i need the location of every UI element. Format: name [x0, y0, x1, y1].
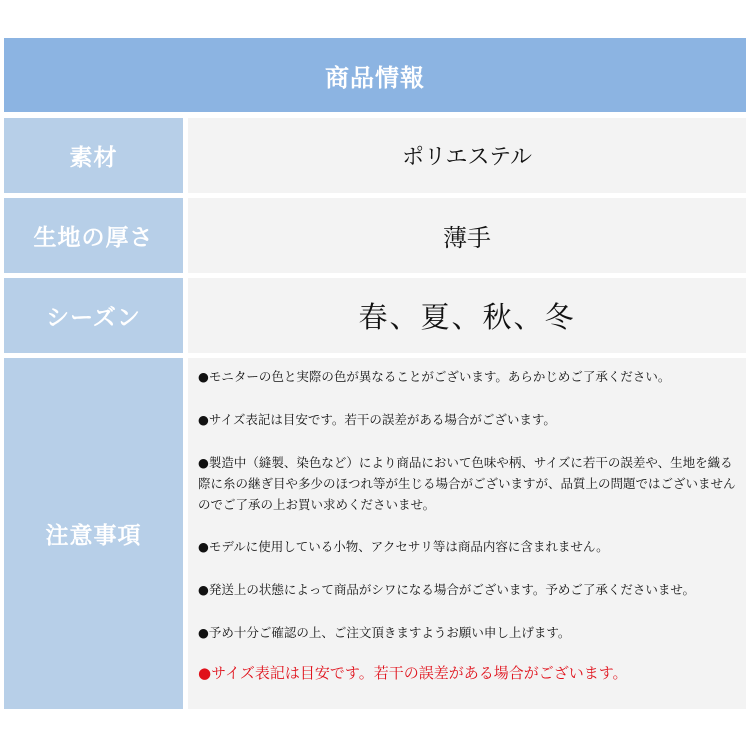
season-value: 春、夏、秋、冬 — [188, 278, 746, 353]
notes-label: 注意事項 — [4, 358, 183, 709]
notes-list — [188, 358, 746, 709]
product-info-table — [4, 38, 746, 709]
material-label: 素材 — [4, 118, 183, 193]
note-item: ●モデルに使用している小物、アクセサリ等は商品内容に含まれません。 — [198, 539, 609, 554]
row-thickness — [4, 198, 746, 273]
material-value: ポリエステル — [188, 118, 746, 193]
row-season — [4, 278, 746, 353]
note-item: ●サイズ表記は目安です。若干の誤差がある場合がございます。 — [198, 412, 556, 427]
note-item: ●予め十分ご確認の上、ご注文頂きますようお願い申し上げます。 — [198, 625, 571, 640]
note-item: ●モニターの色と実際の色が異なることがございます。あらかじめご了承ください。 — [198, 369, 671, 384]
thickness-value: 薄手 — [188, 198, 746, 273]
row-material — [4, 118, 746, 193]
season-label: シーズン — [4, 278, 183, 353]
thickness-label: 生地の厚さ — [4, 198, 183, 273]
row-notes — [4, 358, 746, 709]
note-highlight: ●サイズ表記は目安です。若干の誤差がある場合がございます。 — [198, 664, 628, 682]
product-info-title: 商品情報 — [4, 38, 746, 112]
note-item: ●製造中（縫製、染色など）により商品において色味や柄、サイズに若干の誤差や、生地を織る際に糸の継ぎ目や多少のほつれ等が生じる場合がございますが、品質上の問題ではございませんのでご了承の上お買い求めくださいませ。 — [198, 455, 736, 512]
note-item: ●発送上の状態によって商品がシワになる場合がございます。予めご了承くださいませ。 — [198, 582, 696, 597]
